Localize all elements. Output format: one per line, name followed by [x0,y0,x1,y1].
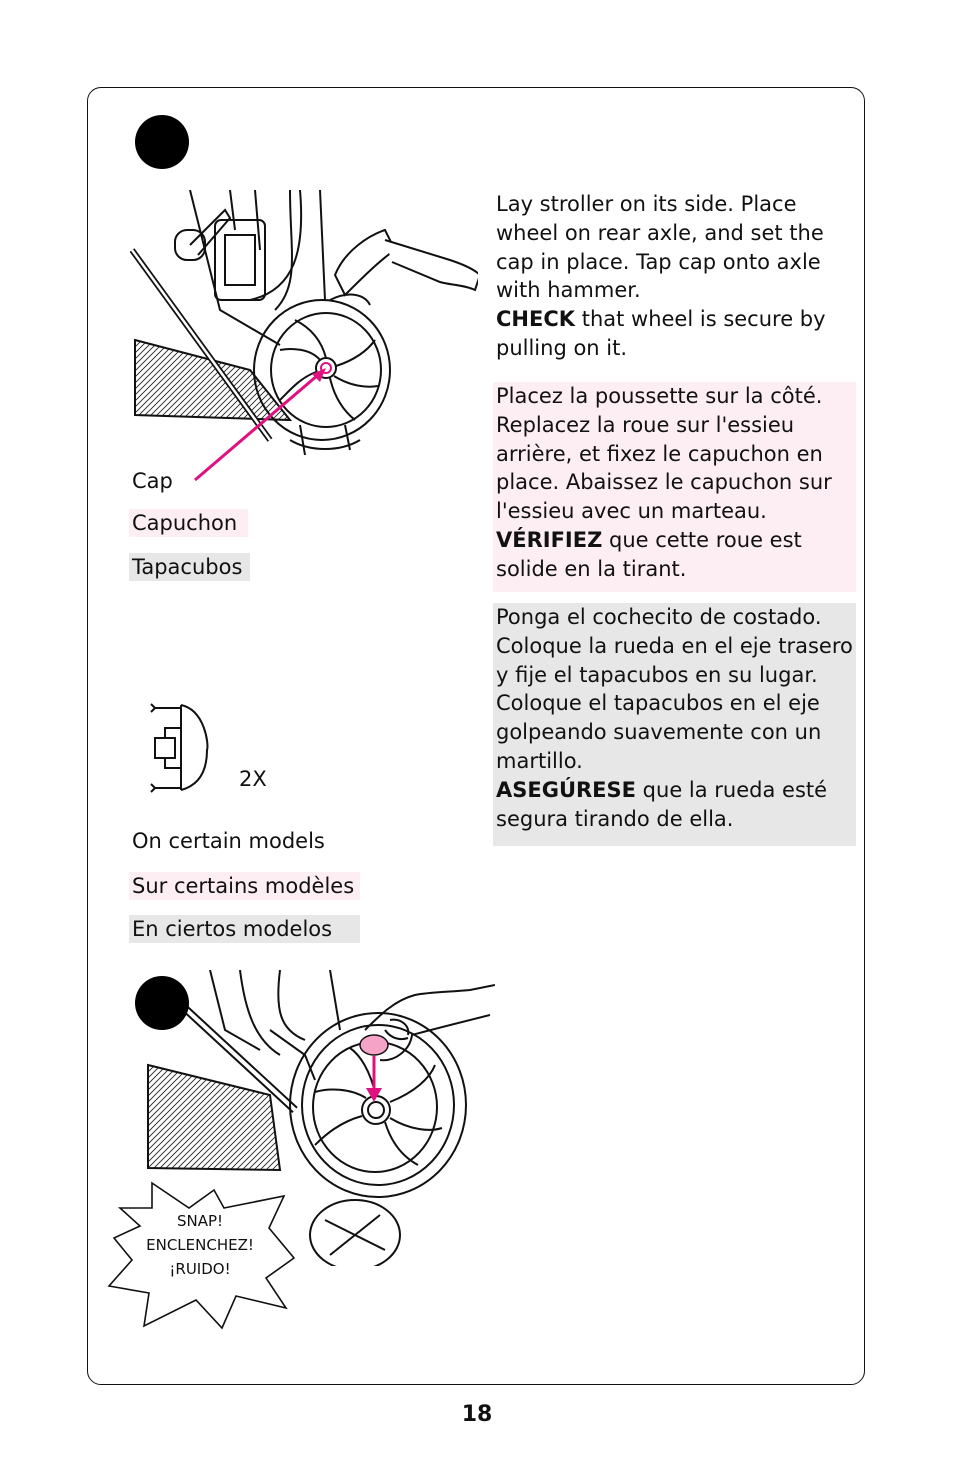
models-label-es: En ciertos modelos [129,915,360,943]
snap-burst-text [125,1209,275,1281]
models-label-en: On certain models [132,829,325,853]
instructions-en [496,190,846,363]
page-number: 18 [461,1402,493,1427]
cap-label-fr: Capuchon [129,509,248,537]
instructions-es [493,603,856,846]
cap-part-icon [145,700,215,795]
instructions-en-bold: CHECK [496,307,576,332]
step-2-marker [135,976,189,1030]
snap-text-en: SNAP! [176,1212,224,1230]
illustration-hammer-wheel [130,190,480,470]
snap-text-es: ¡RUIDO! [169,1260,231,1278]
instructions-en-text: Lay stroller on its side. Place wheel on rear axle, and set the cap in place. Tap cap onto axle with hammer. [496,192,824,303]
instructions-fr [493,382,856,592]
step-1-marker [135,115,189,169]
snap-text-fr: ENCLENCHEZ! [146,1236,254,1254]
cap-label-en: Cap [132,469,173,493]
models-label-fr: Sur certains modèles [129,872,360,900]
instructions-es-bold: ASEGÚRESE [496,777,636,802]
quantity-label: 2X [239,767,267,791]
cap-label-es: Tapacubos [129,553,250,581]
instructions-fr-bold: VÉRIFIEZ [496,527,603,552]
instructions-es-after: que la rueda esté segura tirando de ella. [496,777,828,831]
instructions-es-text: Ponga el cochecito de costado. Coloque la rueda en el eje trasero y fije el tapacubos en su lugar. Coloque el tapacubos en el eje golpeando suavemente con un martillo. [496,605,853,773]
instructions-fr-text: Placez la poussette sur la côté. Replacez la roue sur l'essieu arrière, et fixez le capuchon en place. Abaissez le capuchon sur l'essieu avec un marteau. [496,384,832,524]
instructions-fr-after: que cette roue est solide en la tirant. [496,527,802,581]
instructions-en-after: that wheel is secure by pulling on it. [496,307,826,360]
